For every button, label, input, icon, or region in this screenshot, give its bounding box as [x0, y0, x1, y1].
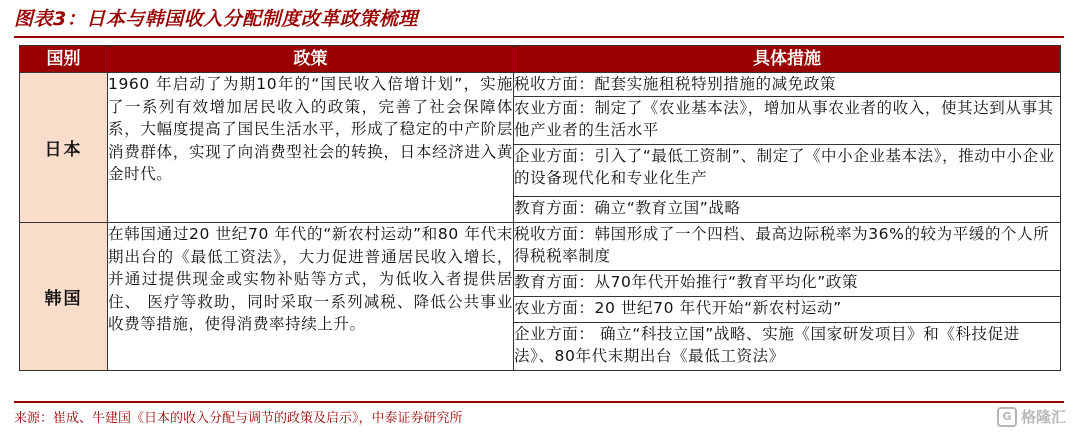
measure-japan-tax: 税收方面：配套实施租税特别措施的减免政策: [514, 73, 1061, 97]
figure-title: 图表3：日本与韩国收入分配制度改革政策梳理: [14, 8, 418, 30]
table-row: [20, 223, 1061, 271]
measure-korea-enterprise: 企业方面： 确立“科技立国”战略、实施《国家研发项目》和《科技促进法》、80年代末期出台《最低工资法》: [514, 323, 1061, 371]
measure-korea-education: 教育方面：从70年代开始推行“教育平均化”政策: [514, 271, 1061, 297]
watermark-logo-icon: G: [997, 407, 1017, 427]
watermark-text: 格隆汇: [1020, 408, 1066, 426]
measure-korea-tax: 税收方面：韩国形成了一个四档、最高边际税率为36%的较为平缓的个人所得税税率制度: [514, 223, 1061, 271]
watermark: [997, 406, 1066, 427]
header-measures: 具体措施: [514, 46, 1061, 73]
measure-japan-education: 教育方面：确立“教育立国”战略: [514, 197, 1061, 223]
header-country: 国别: [20, 46, 108, 73]
measure-korea-agriculture: 农业方面：20 世纪70 年代开始“新农村运动”: [514, 297, 1061, 323]
country-japan: 日本: [20, 73, 108, 223]
title-divider: [14, 36, 1064, 38]
measure-japan-enterprise: 企业方面：引入了“最低工资制”、制定了《中小企业基本法》，推动中小企业的设备现代化和专业化生产: [514, 145, 1061, 197]
header-policy: 政策: [108, 46, 514, 73]
country-korea: 韩国: [20, 223, 108, 371]
policy-table: [19, 45, 1061, 371]
header-row: [20, 46, 1061, 73]
source-note: 来源：崔成、牛建国《日本的收入分配与调节的政策及启示》，中泰证券研究所: [14, 411, 463, 426]
table-row: [20, 73, 1061, 97]
bottom-divider: [14, 401, 1064, 403]
policy-korea: 在韩国通过20 世纪70 年代的“新农村运动”和80 年代末期出台的《最低工资法》，大力促进普通居民收入增长，并通过提供现金或实物补贴等方式，为低收入者提供居住、 医疗等救助，同时采取一系列减税、降低公共事业收费等措施，使得消费率持续上升。: [108, 223, 514, 371]
measure-japan-agriculture: 农业方面：制定了《农业基本法》，增加从事农业者的收入，使其达到从事其他产业者的生活水平: [514, 97, 1061, 145]
policy-japan: 1960 年启动了为期10年的“国民收入倍增计划”，实施了一系列有效增加居民收入的政策，完善了社会保障体系，大幅度提高了国民生活水平，形成了稳定的中产阶层消费群体，实现了向消费型社会的转换，日本经济进入黄金时代。: [108, 73, 514, 223]
